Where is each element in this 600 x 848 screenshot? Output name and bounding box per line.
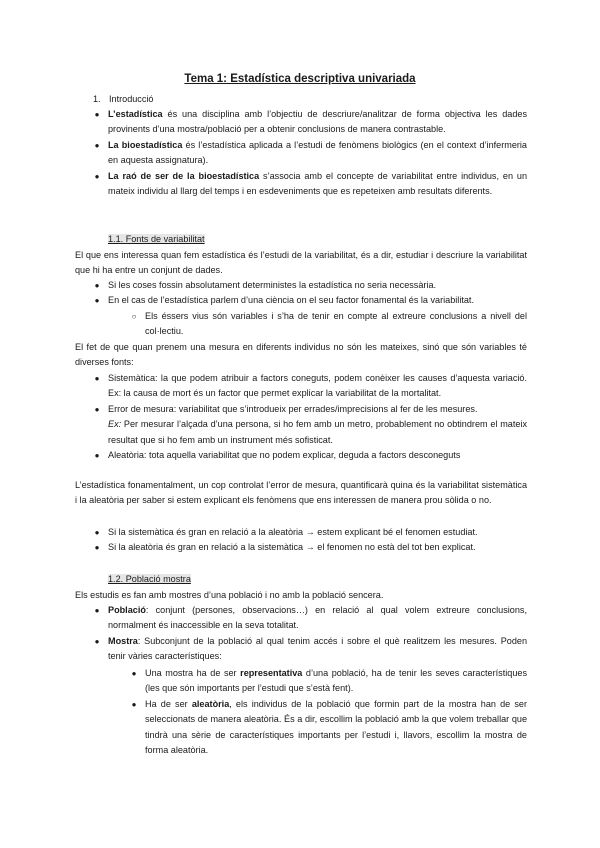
subsection-heading-poblacio <box>108 572 191 587</box>
paragraph: Els estudis es fan amb mostres d’una població i no amb la població sencera. <box>75 590 384 600</box>
paragraph: El fet de que quan prenem una mesura en diferents individus no són les mateixes, sinó que són variables té diverses fonts: <box>75 342 527 368</box>
bullet-icon: ● <box>131 669 137 678</box>
bullet-text: : la que podem atribuir a factors coneguts, podem conèixer les causes d’aquesta variació. Ex: la causa de mort és un factor que permet explicar la variabilitat de la mortalitat. <box>108 373 527 399</box>
bullet-icon: ● <box>94 374 100 383</box>
bullet-text: En el cas de l’estadística parlem d’una ciència on el seu factor fonamental és la variabilitat. <box>108 295 474 305</box>
example-label: Ex: <box>108 419 122 430</box>
term: La bioestadística <box>108 140 183 150</box>
bullet-text: : tota aquella variabilitat que no podem explicar, deguda a factors desconeguts <box>143 450 461 460</box>
bullet <box>94 293 527 308</box>
subsection-title: 1.2. Població mostra <box>108 574 191 584</box>
bullet-icon: ● <box>94 141 100 150</box>
bullet-text: Si la aleatòria és gran en relació a la sistemàtica → el fenomen no està del tot ben explicat. <box>108 542 476 552</box>
bullet-icon: ● <box>94 543 100 552</box>
bullet-text: Si la sistemàtica és gran en relació a la aleatòria → estem explicant bé el fenomen estudiat. <box>108 527 478 537</box>
bullet-text: : Subconjunt de la població al qual tenim accés i sobre el què realitzem les mesures. Poden tenir vàries característiques: <box>108 636 527 662</box>
bullet-estadistica <box>94 107 527 138</box>
subsection-title: 1.1. Fonts de variabilitat <box>108 234 205 244</box>
example-text: Per mesurar l’alçada d’una persona, si ho fem amb un metro, probablement no obtindrem el mateix resultat que si ho fem amb un instrument més sofisticat. <box>108 419 527 445</box>
bullet-sistematica <box>94 371 527 402</box>
bullet-text: : variabilitat que s’introdueix per errades/imprecisions al fer de les mesures. <box>173 404 478 414</box>
paragraph: El que ens interessa quan fem estadística és l’estudi de la variabilitat, és a dir, estudiar i descriure la variabilitat que hi ha entre un conjunt de dades. <box>75 250 527 276</box>
bullet-text-prefix: Una mostra ha de ser <box>145 668 241 678</box>
bullet-text: Si les coses fossin absolutament deterministes la estadística no seria necessària. <box>108 280 437 290</box>
bullet-text: és l’estadística aplicada a l’estudi de fenòmens biològics (en el context d’infermeria en aquesta assignatura). <box>108 140 527 166</box>
term: Error de mesura <box>108 404 174 414</box>
section-heading-introduccio <box>93 92 153 107</box>
bullet-text: Els éssers vius són variables i s’ha de tenir en compte al extreure conclusions a nivell del col·lectiu. <box>145 311 527 337</box>
bullet-icon: ● <box>94 296 100 305</box>
bullet-mostra <box>94 634 527 665</box>
sub-bullet <box>131 309 527 340</box>
term: Població <box>108 605 146 615</box>
term: Mostra <box>108 636 138 646</box>
bullet-icon: ● <box>131 700 137 709</box>
bullet-icon: ● <box>94 637 100 646</box>
page-title: Tema 1: Estadística descriptiva univariada <box>184 73 416 85</box>
bullet <box>94 278 527 293</box>
bullet-text-prefix: Ha de ser <box>145 699 192 709</box>
bullet-icon: ● <box>94 172 100 181</box>
bullet-text: , els individus de la població que formin part de la mostra han de ser seleccionats de manera aleatòria. És a dir, escollim la població amb la que volem treballar que tindrà una sèrie de característiques importants per l’estudi i, llavors, escollim la mostra de forma aleatòria. <box>145 699 528 755</box>
circle-bullet-icon: ○ <box>131 312 137 321</box>
bullet-icon: ● <box>94 281 100 290</box>
term: representativa <box>240 668 303 678</box>
bullet <box>94 540 527 555</box>
bullet-bioestadistica <box>94 138 527 169</box>
subsection-heading-fonts <box>108 232 205 247</box>
bullet-icon: ● <box>94 451 100 460</box>
bullet-icon: ● <box>94 405 100 414</box>
bullet-icon: ● <box>94 528 100 537</box>
term: aleatòria <box>191 699 230 709</box>
sub-bullet-representativa <box>131 666 527 697</box>
term: L’estadística <box>108 109 163 119</box>
paragraph: L’estadística fonamentalment, un cop controlat l’error de mesura, quantificarà quina és la variabilitat sistemàtica i la aleatòria per saber si estem explicant els fenòmens que ens interessen de manera prou sòlida o no. <box>75 480 527 506</box>
bullet-text: és una disciplina amb l’objectiu de descriure/analitzar de forma objectiva les dades provinents d’una mostra/població per a obtenir conclusions de manera contrastable. <box>108 109 527 135</box>
section-title: Introducció <box>109 94 154 104</box>
bullet-text: : conjunt (persones, observacions…) en relació al qual volem extreure conclusions, normalment és inaccessible en la seva totalitat. <box>108 605 527 631</box>
term: Sistemàtica <box>108 373 156 383</box>
bullet-poblacio <box>94 603 527 634</box>
bullet-text: d’una població, ha de tenir les seves característiques (les que són importants per l’estudi que s’està fent). <box>145 668 527 694</box>
bullet-aleatoria <box>94 448 527 463</box>
bullet-icon: ● <box>94 606 100 615</box>
bullet-text: s’associa amb el concepte de variabilitat entre individus, en un mateix individu al llarg del temps i en esdeveniments que es repeteixen amb resultats diferents. <box>108 171 528 197</box>
term: La raó de ser de la bioestadística <box>108 171 260 181</box>
term: Aleatòria <box>108 450 144 460</box>
bullet-icon: ● <box>94 110 100 119</box>
bullet <box>94 525 527 540</box>
section-number: 1. <box>93 94 101 104</box>
bullet-rao-de-ser <box>94 169 528 200</box>
sub-bullet-aleatoria <box>131 697 528 758</box>
bullet-error-de-mesura <box>94 402 527 448</box>
